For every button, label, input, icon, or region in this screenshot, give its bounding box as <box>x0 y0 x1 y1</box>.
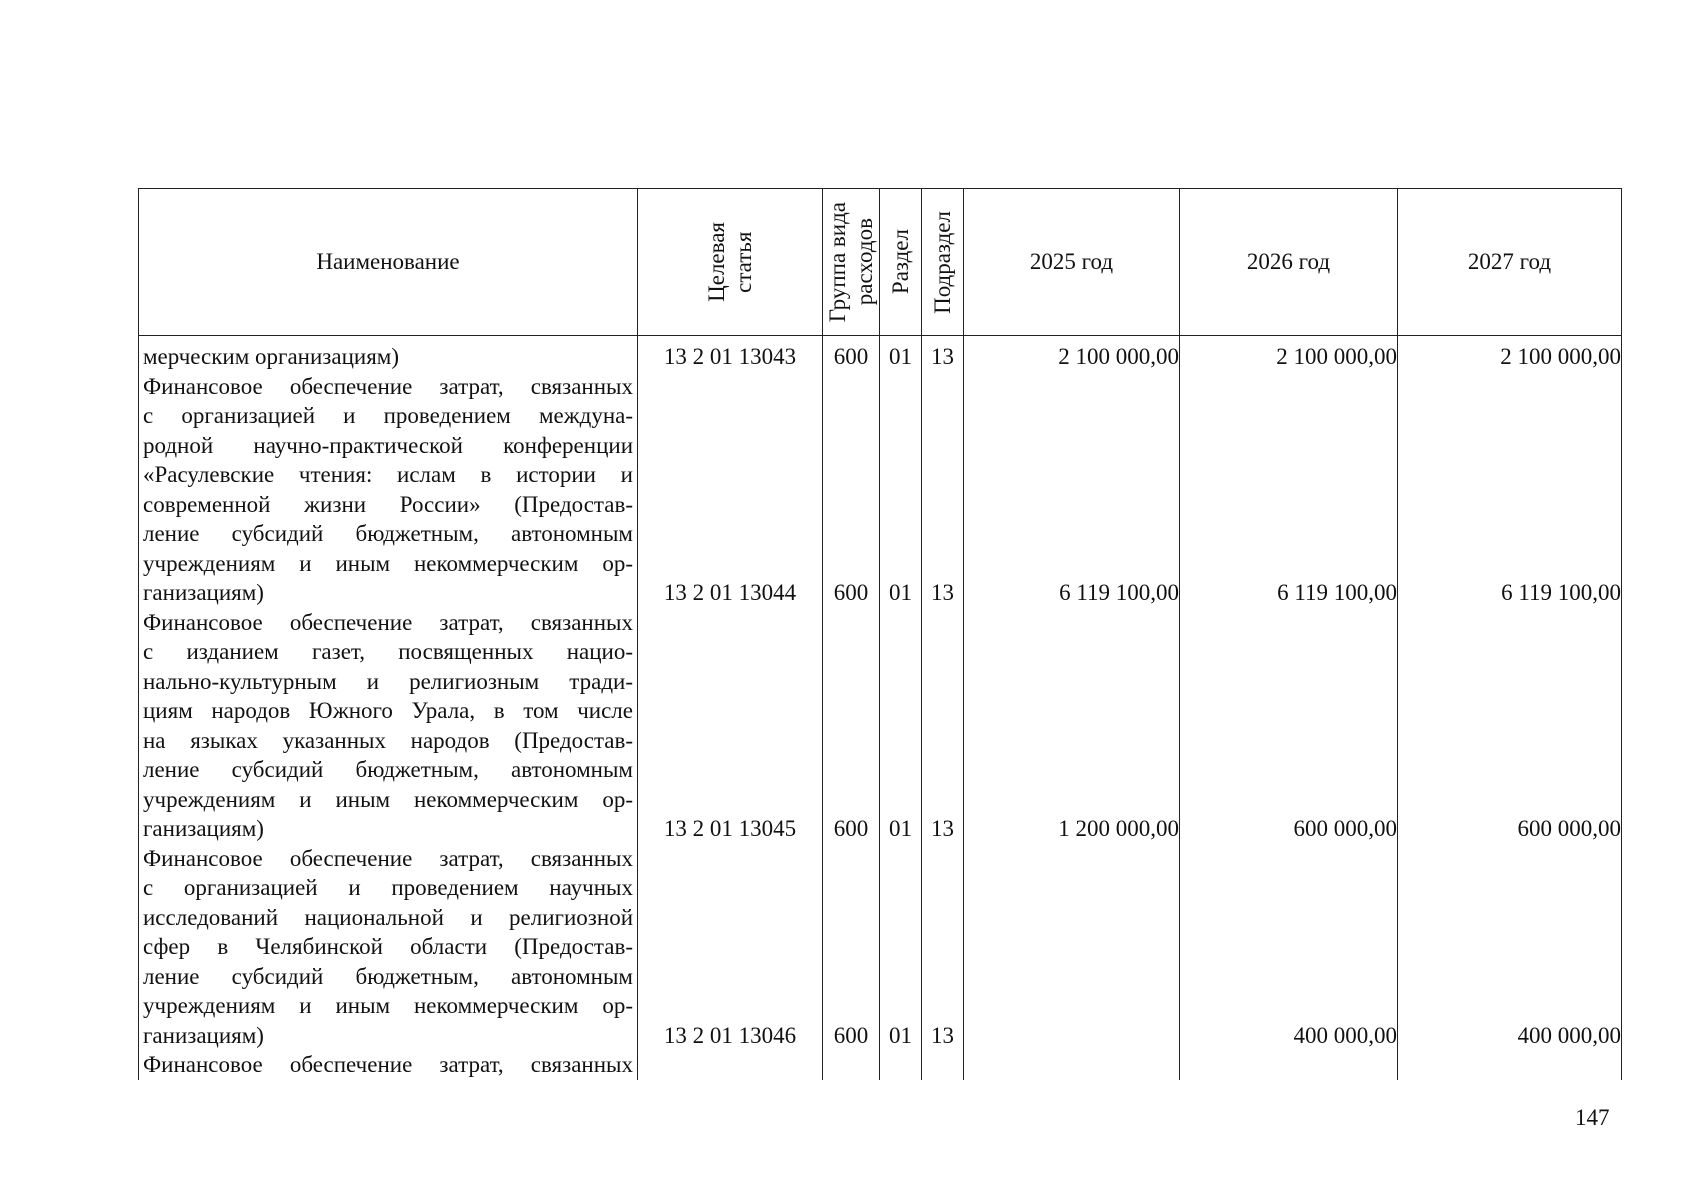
group-value: 600 <box>833 580 869 605</box>
section-value: 01 <box>889 816 912 841</box>
name-line: Финансовое обеспечение затрат, связанных <box>143 1052 633 1077</box>
group-value: 600 <box>833 816 869 841</box>
name-line: ганизациям) <box>143 580 264 605</box>
header-2026: 2026 год <box>1180 189 1398 336</box>
name-line: Финансовое обеспечение затрат, связанных <box>143 373 633 399</box>
name-line: ганизациям) <box>143 816 264 841</box>
code-value: 13 2 01 13043 <box>663 344 797 369</box>
y2027-cell <box>1398 336 1622 1080</box>
name-line: учреждениям и иным некоммерческим ор- <box>143 786 633 812</box>
name-line: ление субсидий бюджетным, автономным <box>143 521 633 546</box>
group-value: 600 <box>833 1022 869 1048</box>
page-number: 147 <box>1575 1105 1610 1130</box>
code-cell <box>638 336 823 1080</box>
name-line: ление субсидий бюджетным, автономным <box>143 757 633 782</box>
y2027-value: 6 119 100,00 <box>1501 580 1621 605</box>
name-line: сфер в Челябинской области (Предостав- <box>143 934 633 959</box>
name-cell <box>139 336 638 1080</box>
name-line: мерческим организациям) <box>143 344 399 369</box>
section-cell <box>880 336 922 1080</box>
y2025-value: 1 200 000,00 <box>1058 816 1179 841</box>
subsection-value: 13 <box>931 344 954 369</box>
group-cell <box>823 336 880 1080</box>
name-line: с организацией и проведением междуна- <box>143 403 633 428</box>
y2026-value: 2 100 000,00 <box>1276 344 1397 369</box>
y2026-cell <box>1180 336 1398 1080</box>
name-line: современной жизни России» (Предостав- <box>143 491 633 517</box>
table-body-row <box>139 336 1622 1080</box>
group-value: 600 <box>833 344 869 369</box>
table-header-row <box>139 189 1622 336</box>
subsection-value: 13 <box>931 1022 954 1048</box>
subsection-value: 13 <box>931 580 954 605</box>
header-name: Наименование <box>139 189 638 336</box>
name-line: с организацией и проведением научных <box>143 875 633 900</box>
name-line: «Расулевские чтения: ислам в истории и <box>143 462 633 487</box>
budget-table <box>138 188 1622 1080</box>
y2027-value: 2 100 000,00 <box>1500 344 1621 369</box>
y2025-value: 6 119 100,00 <box>1059 580 1179 605</box>
name-line: учреждениям и иным некоммерческим ор- <box>143 550 633 576</box>
name-line: с изданием газет, посвященных нацио- <box>143 639 633 664</box>
y2026-value: 6 119 100,00 <box>1277 580 1397 605</box>
y2025-cell <box>964 336 1180 1080</box>
y2025-value <box>964 1021 1179 1051</box>
header-target-article: Целевая статья <box>638 189 823 336</box>
name-line: Финансовое обеспечение затрат, связанных <box>143 609 633 635</box>
name-line: учреждениям и иным некоммерческим ор- <box>143 993 633 1018</box>
code-value: 13 2 01 13045 <box>663 816 797 841</box>
header-section: Раздел <box>880 189 922 336</box>
section-value: 01 <box>889 580 912 605</box>
y2027-value: 600 000,00 <box>1517 816 1621 841</box>
name-line: ганизациям) <box>143 1022 264 1048</box>
name-line: циям народов Южного Урала, в том числе <box>143 698 633 723</box>
y2027-value: 400 000,00 <box>1517 1022 1621 1048</box>
code-value: 13 2 01 13046 <box>663 1022 797 1048</box>
name-line: Финансовое обеспечение затрат, связанных <box>143 845 633 871</box>
subsection-cell <box>922 336 964 1080</box>
name-line: родной научно-практической конференции <box>143 432 633 458</box>
header-subsection: Подраздел <box>922 189 964 336</box>
section-value: 01 <box>889 1022 912 1048</box>
header-expense-group: Группа вида расходов <box>823 189 880 336</box>
name-line: ление субсидий бюджетным, автономным <box>143 963 633 989</box>
header-2025: 2025 год <box>964 189 1180 336</box>
header-2027: 2027 год <box>1398 189 1622 336</box>
code-value: 13 2 01 13044 <box>663 580 797 605</box>
y2025-value: 2 100 000,00 <box>1058 344 1179 369</box>
name-line: исследований национальной и религиозной <box>143 904 633 930</box>
section-value: 01 <box>889 344 912 369</box>
name-line: на языках указанных народов (Предостав- <box>143 727 633 753</box>
subsection-value: 13 <box>931 816 954 841</box>
y2026-value: 400 000,00 <box>1293 1022 1397 1048</box>
y2026-value: 600 000,00 <box>1293 816 1397 841</box>
name-line: нально-культурным и религиозным тради- <box>143 668 633 694</box>
